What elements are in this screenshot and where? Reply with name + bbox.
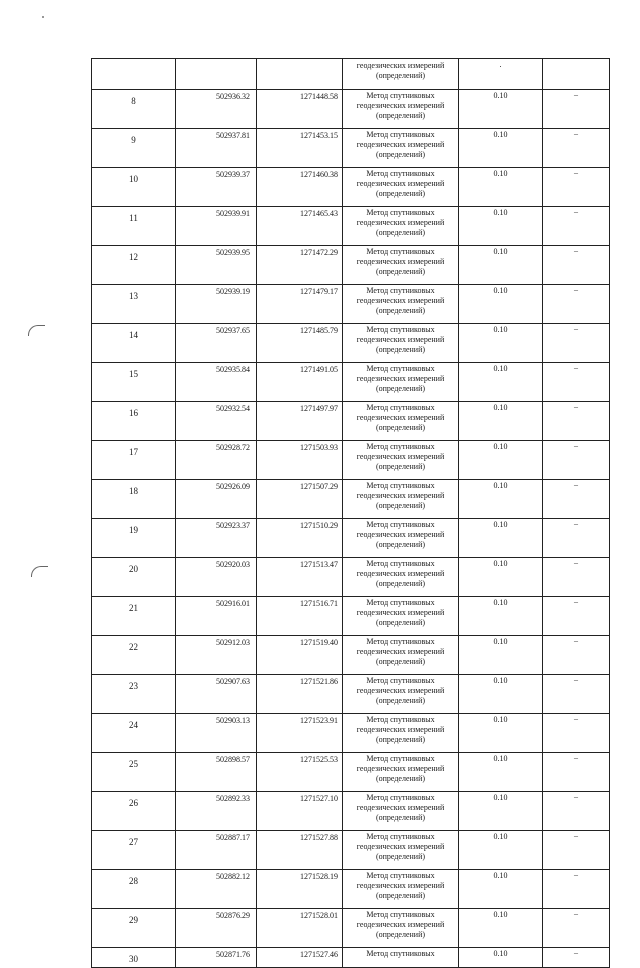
dash-cell: – [543, 909, 610, 948]
method-cell [343, 90, 459, 129]
point-number-cell: 22 [92, 636, 176, 675]
point-number-cell: 15 [92, 363, 176, 402]
table-row [92, 753, 610, 792]
method-line: геодезических измерений [356, 491, 445, 500]
y-coordinate-cell: 1271516.71 [257, 597, 343, 636]
point-number-cell: 13 [92, 285, 176, 324]
dash-cell: – [543, 207, 610, 246]
method-line: (определений) [375, 735, 426, 744]
accuracy-cell [459, 59, 543, 90]
method-line: Метод спутниковых [366, 520, 435, 529]
method-line: Метод спутниковых [366, 871, 435, 880]
accuracy-value: . [499, 60, 502, 69]
method-line: геодезических измерений [356, 803, 445, 812]
dash-cell: – [543, 558, 610, 597]
method-line: Метод спутниковых [366, 208, 435, 217]
dash-cell: – [543, 636, 610, 675]
method-line: Метод спутниковых [366, 676, 435, 685]
point-number-cell: 27 [92, 831, 176, 870]
table-row [92, 519, 610, 558]
y-coordinate-cell: 1271453.15 [257, 129, 343, 168]
dash-cell: – [543, 675, 610, 714]
method-line: (определений) [375, 71, 426, 80]
accuracy-cell: 0.10 [459, 948, 543, 968]
accuracy-cell: 0.10 [459, 324, 543, 363]
method-cell [343, 714, 459, 753]
method-line: (определений) [375, 891, 426, 900]
method-line: геодезических измерений [356, 452, 445, 461]
method-line: (определений) [375, 345, 426, 354]
table-row [92, 714, 610, 753]
dash-cell: – [543, 285, 610, 324]
method-line: Метод спутниковых [366, 598, 435, 607]
accuracy-cell: 0.10 [459, 129, 543, 168]
y-coordinate-cell: 1271503.93 [257, 441, 343, 480]
method-line: (определений) [375, 930, 426, 939]
accuracy-cell: 0.10 [459, 285, 543, 324]
point-number-cell: 26 [92, 792, 176, 831]
method-cell [343, 285, 459, 324]
method-cell [343, 753, 459, 792]
table-row [92, 285, 610, 324]
table-row [92, 909, 610, 948]
accuracy-cell: 0.10 [459, 246, 543, 285]
accuracy-cell: 0.10 [459, 90, 543, 129]
accuracy-cell: 0.10 [459, 792, 543, 831]
accuracy-cell: 0.10 [459, 597, 543, 636]
method-line: (определений) [375, 462, 426, 471]
x-coordinate-cell: 502903.13 [176, 714, 257, 753]
y-coordinate-cell: 1271497.97 [257, 402, 343, 441]
y-coordinate-cell: 1271527.88 [257, 831, 343, 870]
method-line: геодезических измерений [356, 881, 445, 890]
table-row [92, 246, 610, 285]
method-line: Метод спутниковых [366, 169, 435, 178]
dash-cell [543, 59, 610, 90]
x-coordinate-cell [176, 59, 257, 90]
method-line: (определений) [375, 618, 426, 627]
method-line: (определений) [375, 384, 426, 393]
dash-cell: – [543, 597, 610, 636]
method-line: (определений) [375, 540, 426, 549]
y-coordinate-cell: 1271519.40 [257, 636, 343, 675]
y-coordinate-cell: 1271472.29 [257, 246, 343, 285]
x-coordinate-cell: 502898.57 [176, 753, 257, 792]
method-cell [343, 168, 459, 207]
y-coordinate-cell: 1271513.47 [257, 558, 343, 597]
y-coordinate-cell: 1271465.43 [257, 207, 343, 246]
dash-cell: – [543, 246, 610, 285]
hole-punch-mark [31, 566, 48, 577]
dash-cell: – [543, 480, 610, 519]
dash-cell: – [543, 129, 610, 168]
x-coordinate-cell: 502937.81 [176, 129, 257, 168]
table-row [92, 948, 610, 968]
point-number-cell: 9 [92, 129, 176, 168]
table-row-continued [92, 59, 610, 90]
method-line: геодезических измерений [356, 140, 445, 149]
method-line: Метод спутниковых [366, 130, 435, 139]
table-row [92, 792, 610, 831]
dash-cell: – [543, 714, 610, 753]
method-line: геодезических измерений [356, 413, 445, 422]
method-cell [343, 831, 459, 870]
method-line: Метод спутниковых [366, 442, 435, 451]
method-line: геодезических измерений [356, 764, 445, 773]
dash-cell: – [543, 441, 610, 480]
table-row [92, 90, 610, 129]
method-line: Метод спутниковых [366, 832, 435, 841]
method-line: (определений) [375, 852, 426, 861]
table-row [92, 480, 610, 519]
method-line: (определений) [375, 111, 426, 120]
y-coordinate-cell: 1271521.86 [257, 675, 343, 714]
method-line: Метод спутниковых [366, 481, 435, 490]
x-coordinate-cell: 502939.91 [176, 207, 257, 246]
method-line: Метод спутниковых [366, 754, 435, 763]
x-coordinate-cell: 502939.37 [176, 168, 257, 207]
method-line: геодезических измерений [356, 374, 445, 383]
point-number-cell: 24 [92, 714, 176, 753]
point-number-cell: 23 [92, 675, 176, 714]
method-line: геодезических измерений [356, 296, 445, 305]
table-row [92, 129, 610, 168]
table-row [92, 636, 610, 675]
method-cell [343, 675, 459, 714]
table-row [92, 324, 610, 363]
method-line: Метод спутниковых [366, 403, 435, 412]
method-line: геодезических измерений [356, 530, 445, 539]
table-row [92, 597, 610, 636]
table-row [92, 558, 610, 597]
x-coordinate-cell: 502907.63 [176, 675, 257, 714]
point-number-cell: 8 [92, 90, 176, 129]
accuracy-cell: 0.10 [459, 363, 543, 402]
y-coordinate-cell: 1271528.01 [257, 909, 343, 948]
method-line: геодезических измерений [356, 179, 445, 188]
point-number-cell: 12 [92, 246, 176, 285]
x-coordinate-cell: 502916.01 [176, 597, 257, 636]
method-line: Метод спутниковых [366, 325, 435, 334]
point-number-cell: 25 [92, 753, 176, 792]
method-line: Метод спутниковых [366, 91, 435, 100]
x-coordinate-cell: 502939.95 [176, 246, 257, 285]
method-cell [343, 948, 459, 968]
accuracy-cell: 0.10 [459, 636, 543, 675]
method-line: геодезических измерений [356, 61, 445, 70]
method-line: геодезических измерений [356, 101, 445, 110]
accuracy-cell: 0.10 [459, 480, 543, 519]
method-cell [343, 558, 459, 597]
point-number-cell: 19 [92, 519, 176, 558]
coordinates-table-body [92, 59, 610, 968]
x-coordinate-cell: 502932.54 [176, 402, 257, 441]
method-line: (определений) [375, 150, 426, 159]
table-row [92, 675, 610, 714]
x-coordinate-cell: 502876.29 [176, 909, 257, 948]
accuracy-cell: 0.10 [459, 675, 543, 714]
point-number-cell: 14 [92, 324, 176, 363]
scan-speck [42, 16, 44, 18]
method-line: (определений) [375, 189, 426, 198]
method-cell [343, 402, 459, 441]
x-coordinate-cell: 502935.84 [176, 363, 257, 402]
method-cell [343, 870, 459, 909]
method-line: геодезических измерений [356, 608, 445, 617]
point-number-cell [92, 59, 176, 90]
method-cell [343, 129, 459, 168]
dash-cell: – [543, 792, 610, 831]
x-coordinate-cell: 502887.17 [176, 831, 257, 870]
accuracy-cell: 0.10 [459, 207, 543, 246]
method-line: (определений) [375, 696, 426, 705]
x-coordinate-cell: 502928.72 [176, 441, 257, 480]
x-coordinate-cell: 502871.76 [176, 948, 257, 968]
point-number-cell: 10 [92, 168, 176, 207]
accuracy-cell: 0.10 [459, 909, 543, 948]
method-line: геодезических измерений [356, 569, 445, 578]
method-line: Метод спутниковых [366, 910, 435, 919]
accuracy-cell: 0.10 [459, 441, 543, 480]
coordinates-table [91, 58, 610, 968]
x-coordinate-cell: 502939.19 [176, 285, 257, 324]
dash-cell: – [543, 870, 610, 909]
method-line: (определений) [375, 579, 426, 588]
y-coordinate-cell: 1271510.29 [257, 519, 343, 558]
method-line: (определений) [375, 228, 426, 237]
method-cell [343, 480, 459, 519]
method-line: Метод спутниковых [366, 949, 435, 958]
method-cell [343, 441, 459, 480]
accuracy-cell: 0.10 [459, 714, 543, 753]
y-coordinate-cell [257, 59, 343, 90]
method-line: (определений) [375, 813, 426, 822]
method-line: (определений) [375, 267, 426, 276]
x-coordinate-cell: 502882.12 [176, 870, 257, 909]
table-row [92, 402, 610, 441]
dash-cell: – [543, 363, 610, 402]
accuracy-cell: 0.10 [459, 168, 543, 207]
dash-cell: – [543, 831, 610, 870]
table-row [92, 168, 610, 207]
y-coordinate-cell: 1271528.19 [257, 870, 343, 909]
accuracy-cell: 0.10 [459, 519, 543, 558]
method-line: (определений) [375, 501, 426, 510]
x-coordinate-cell: 502920.03 [176, 558, 257, 597]
table-row [92, 207, 610, 246]
dash-cell: – [543, 519, 610, 558]
dash-cell: – [543, 948, 610, 968]
dash-cell: – [543, 402, 610, 441]
method-line: геодезических измерений [356, 257, 445, 266]
method-line: геодезических измерений [356, 725, 445, 734]
y-coordinate-cell: 1271479.17 [257, 285, 343, 324]
y-coordinate-cell: 1271507.29 [257, 480, 343, 519]
y-coordinate-cell: 1271448.58 [257, 90, 343, 129]
method-line: Метод спутниковых [366, 247, 435, 256]
method-cell [343, 324, 459, 363]
method-line: (определений) [375, 657, 426, 666]
point-number-cell: 21 [92, 597, 176, 636]
dash-cell: – [543, 753, 610, 792]
x-coordinate-cell: 502912.03 [176, 636, 257, 675]
point-number-cell: 20 [92, 558, 176, 597]
dash-cell: – [543, 168, 610, 207]
method-line: Метод спутниковых [366, 715, 435, 724]
method-cell [343, 597, 459, 636]
method-line: геодезических измерений [356, 218, 445, 227]
method-line: геодезических измерений [356, 647, 445, 656]
x-coordinate-cell: 502923.37 [176, 519, 257, 558]
y-coordinate-cell: 1271460.38 [257, 168, 343, 207]
method-cell [343, 519, 459, 558]
y-coordinate-cell: 1271527.46 [257, 948, 343, 968]
table-row [92, 870, 610, 909]
method-line: (определений) [375, 423, 426, 432]
method-cell [343, 636, 459, 675]
y-coordinate-cell: 1271523.91 [257, 714, 343, 753]
method-line: Метод спутниковых [366, 637, 435, 646]
method-line: Метод спутниковых [366, 286, 435, 295]
x-coordinate-cell: 502926.09 [176, 480, 257, 519]
x-coordinate-cell: 502892.33 [176, 792, 257, 831]
hole-punch-mark [28, 325, 45, 336]
accuracy-cell: 0.10 [459, 870, 543, 909]
x-coordinate-cell: 502937.65 [176, 324, 257, 363]
method-line: Метод спутниковых [366, 793, 435, 802]
accuracy-cell: 0.10 [459, 402, 543, 441]
point-number-cell: 11 [92, 207, 176, 246]
method-line: Метод спутниковых [366, 364, 435, 373]
y-coordinate-cell: 1271525.53 [257, 753, 343, 792]
y-coordinate-cell: 1271491.05 [257, 363, 343, 402]
table-row [92, 441, 610, 480]
method-line: геодезических измерений [356, 920, 445, 929]
accuracy-cell: 0.10 [459, 831, 543, 870]
point-number-cell: 18 [92, 480, 176, 519]
method-line: (определений) [375, 306, 426, 315]
point-number-cell: 30 [92, 948, 176, 968]
method-cell [343, 792, 459, 831]
method-cell [343, 363, 459, 402]
table-row [92, 363, 610, 402]
point-number-cell: 17 [92, 441, 176, 480]
accuracy-cell: 0.10 [459, 558, 543, 597]
method-cell [343, 246, 459, 285]
x-coordinate-cell: 502936.32 [176, 90, 257, 129]
point-number-cell: 28 [92, 870, 176, 909]
y-coordinate-cell: 1271485.79 [257, 324, 343, 363]
point-number-cell: 16 [92, 402, 176, 441]
point-number-cell: 29 [92, 909, 176, 948]
method-cell [343, 909, 459, 948]
dash-cell: – [543, 90, 610, 129]
y-coordinate-cell: 1271527.10 [257, 792, 343, 831]
method-line: Метод спутниковых [366, 559, 435, 568]
dash-cell: – [543, 324, 610, 363]
accuracy-cell: 0.10 [459, 753, 543, 792]
table-row [92, 831, 610, 870]
method-line: геодезических измерений [356, 686, 445, 695]
method-line: (определений) [375, 774, 426, 783]
method-cell [343, 59, 459, 90]
method-line: геодезических измерений [356, 842, 445, 851]
method-cell [343, 207, 459, 246]
method-line: геодезических измерений [356, 335, 445, 344]
